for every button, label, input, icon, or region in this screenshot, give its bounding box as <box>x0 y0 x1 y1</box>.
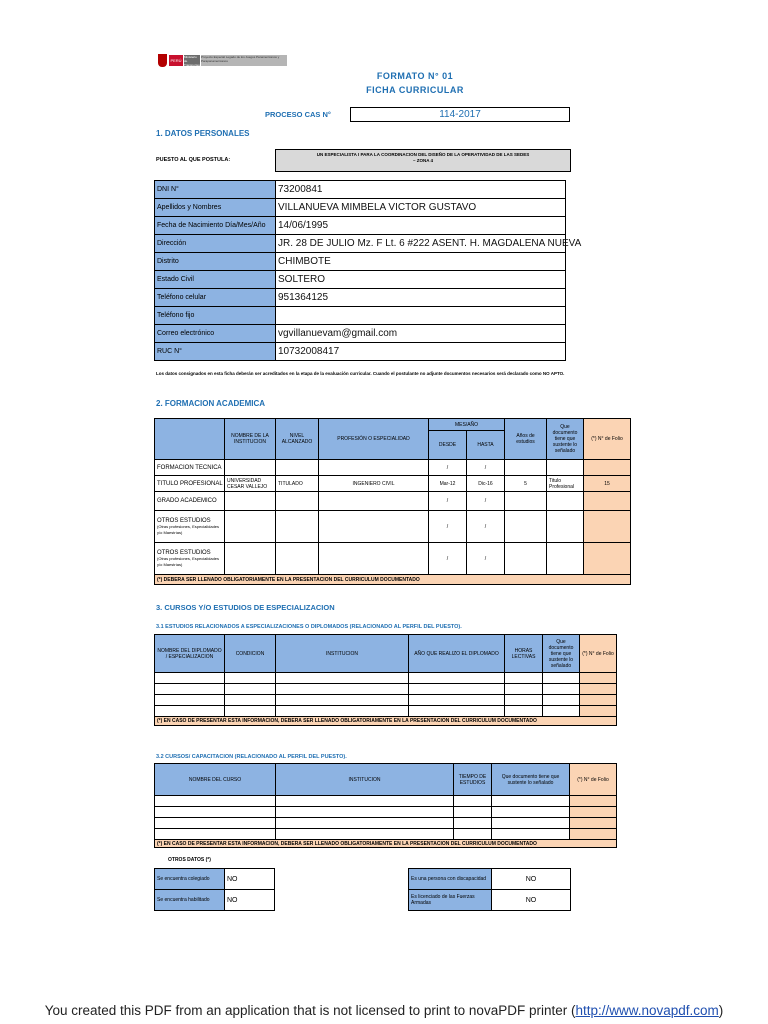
novapdf-link[interactable]: http://www.novapdf.com <box>575 1003 719 1018</box>
otros-datos-left-table <box>154 868 275 911</box>
proceso-field[interactable]: 114-2017 <box>350 107 570 122</box>
otros-estudios-1-profesion[interactable] <box>319 511 429 543</box>
formacion-academica-table <box>154 418 631 585</box>
ruc-field[interactable]: 10732008417 <box>276 343 566 361</box>
header-curso-folio: (*) N° de Folio <box>570 764 617 796</box>
fuerzas-armadas-field[interactable]: NO <box>492 890 571 911</box>
grado-academico-hasta[interactable]: / <box>467 492 505 511</box>
cursos-note: (*) EN CASO DE PRESENTAR ESTA INFORMACION, DEBERA SER LLENADO OBLIGATORIAMENTE EN LA PRESENTACION DEL CURRICULUM DOCUMENTADO <box>155 840 617 848</box>
formacion-header-blank <box>155 419 225 460</box>
header-diplomado-institucion: INSTITUCION <box>276 635 409 673</box>
formacion-tecnica-label: FORMACION TECNICA <box>155 460 225 476</box>
estado-civil-field[interactable]: SOLTERO <box>276 271 566 289</box>
otros-estudios-1-institucion[interactable] <box>225 511 276 543</box>
otros-estudios-1-folio[interactable] <box>584 511 631 543</box>
formacion-tecnica-desde[interactable]: / <box>429 460 467 476</box>
telefono-celular-label: Teléfono celular <box>155 289 276 307</box>
grado-academico-desde[interactable]: / <box>429 492 467 511</box>
puesto-label: PUESTO AL QUE POSTULA: <box>156 157 231 163</box>
formacion-tecnica-nivel[interactable] <box>276 460 319 476</box>
titulo-profesional-documento[interactable]: Titulo Profesional <box>547 476 584 492</box>
grado-academico-label: GRADO ACADEMICO <box>155 492 225 511</box>
estado-civil-label: Estado Civil <box>155 271 276 289</box>
grado-academico-institucion[interactable] <box>225 492 276 511</box>
otros-estudios-2-folio[interactable] <box>584 543 631 575</box>
header-nivel: NIVEL ALCANZADO <box>276 419 319 460</box>
diplomados-note: (*) EN CASO DE PRESENTAR ESTA INFORMACION, DEBERA SER LLENADO OBLIGATORIAMENTE EN LA PRESENTACION DEL CURRICULUM DOCUMENTADO <box>155 717 617 726</box>
header-curso-nombre: NOMBRE DEL CURSO <box>155 764 276 796</box>
curso-row[interactable] <box>155 807 617 818</box>
section-3-title: 3. CURSOS Y/O ESTUDIOS DE ESPECIALIZACION <box>156 603 335 612</box>
titulo-profesional-folio[interactable]: 15 <box>584 476 631 492</box>
section-3-2-title: 3.2 CURSOS/ CAPACITACION (RELACIONADO AL PERFIL DEL PUESTO). <box>156 754 347 760</box>
direccion-label: Dirección <box>155 235 276 253</box>
otros-estudios-2-label-cell <box>155 543 225 575</box>
diplomado-row[interactable] <box>155 706 617 717</box>
header-documento: Que documento tiene que sustente lo señalado <box>547 419 584 460</box>
grado-academico-folio[interactable] <box>584 492 631 511</box>
formacion-tecnica-folio[interactable] <box>584 460 631 476</box>
footer-text: You created this PDF from an application that is not licensed to print to novaPDF printer ( <box>44 1003 576 1018</box>
otros-estudios-1-documento[interactable] <box>547 511 584 543</box>
telefono-fijo-label: Teléfono fijo <box>155 307 276 325</box>
otros-datos-title: OTROS DATOS (*) <box>168 857 211 863</box>
disclaimer-text: Los datos consignados en esta ficha deberán ser acreditados en la etapa de la evaluación curricular. Cuando el postulante no adjunte documentos necesarios será declarado como NO APTO. <box>156 371 565 376</box>
puesto-field[interactable]: UN ESPECIALISTA I PARA LA COORDINACION DEL DISEÑO DE LA OPERATIVIDAD DE LAS SEDES – ZONA 4 <box>275 149 571 172</box>
otros-estudios-2-documento[interactable] <box>547 543 584 575</box>
titulo-profesional-profesion[interactable]: INGENIERO CIVIL <box>319 476 429 492</box>
telefono-celular-field[interactable]: 951364125 <box>276 289 566 307</box>
fecha-nacimiento-label: Fecha de Nacimiento Día/Mes/Año <box>155 217 276 235</box>
header-curso-institucion: INSTITUCION <box>276 764 454 796</box>
formacion-tecnica-documento[interactable] <box>547 460 584 476</box>
grado-academico-anios[interactable] <box>505 492 547 511</box>
curso-row[interactable] <box>155 796 617 807</box>
colegiado-field[interactable]: NO <box>225 869 275 890</box>
titulo-profesional-anios[interactable]: 5 <box>505 476 547 492</box>
cursos-table <box>154 763 617 848</box>
section-2-title: 2. FORMACION ACADEMICA <box>156 399 266 408</box>
dni-label: DNI N° <box>155 181 276 199</box>
otros-estudios-1-hasta[interactable]: / <box>467 511 505 543</box>
otros-estudios-2-nivel[interactable] <box>276 543 319 575</box>
footer-close: ) <box>718 1003 724 1018</box>
otros-estudios-2-hasta[interactable]: / <box>467 543 505 575</box>
grado-academico-documento[interactable] <box>547 492 584 511</box>
diplomados-table <box>154 634 617 726</box>
otros-estudios-2-sub: (Otras profesiones, Especialidades y/o Maestrías) <box>157 555 220 567</box>
header-mes-ano: MES/AÑO <box>429 419 505 431</box>
otros-estudios-1-label: OTROS ESTUDIOS <box>157 517 211 524</box>
section-3-1-title: 3.1 ESTUDIOS RELACIONADOS A ESPECIALIZACIONES O DIPLOMADOS (RELACIONADO AL PERFIL DEL PUESTO). <box>156 624 462 630</box>
grado-academico-nivel[interactable] <box>276 492 319 511</box>
logo-peru: PERÚ <box>169 55 183 66</box>
header-hasta: HASTA <box>467 431 505 460</box>
direccion-field[interactable]: JR. 28 DE JULIO Mz. F Lt. 6 #222 ASENT. H. MAGDALENA NUEVA <box>276 235 566 253</box>
curso-row[interactable] <box>155 818 617 829</box>
logo-project: Proyecto Especial Legado de los Juegos Panamericanos y Parapanamericanos <box>201 55 287 66</box>
habilitado-field[interactable]: NO <box>225 890 275 911</box>
titulo-profesional-label: TITULO PROFESIONAL <box>155 476 225 492</box>
diplomado-row[interactable] <box>155 684 617 695</box>
nombres-field[interactable]: VILLANUEVA MIMBELA VICTOR GUSTAVO <box>276 199 566 217</box>
titulo-profesional-nivel[interactable]: TITULADO <box>276 476 319 492</box>
formacion-tecnica-institucion[interactable] <box>225 460 276 476</box>
ruc-label: RUC N° <box>155 343 276 361</box>
header-curso-tiempo: TIEMPO DE ESTUDIOS <box>454 764 492 796</box>
personal-data-table <box>154 180 582 361</box>
header-curso-documento: Que documento tiene que sustente lo señalado <box>492 764 570 796</box>
fuerzas-armadas-label: Es licenciado de las Fuerzas Armadas <box>409 890 492 911</box>
formacion-note: (*) DEBERA SER LLENADO OBLIGATORIAMENTE EN LA PRESENTACION DEL CURRICULUM DOCUMENTADO <box>155 575 631 585</box>
footer-notice <box>0 1003 768 1018</box>
telefono-fijo-field[interactable] <box>276 307 566 325</box>
logo-ministry: Ministerio de Transportes y Comunicaciones <box>184 55 207 75</box>
discapacidad-label: Es una persona con discapacidad <box>409 869 492 890</box>
header-diplomado-folio: (*) N° de Folio <box>580 635 617 673</box>
otros-estudios-2-anios[interactable] <box>505 543 547 575</box>
header-desde: DESDE <box>429 431 467 460</box>
formacion-tecnica-anios[interactable] <box>505 460 547 476</box>
otros-estudios-2-profesion[interactable] <box>319 543 429 575</box>
institution-logo <box>158 54 288 75</box>
correo-label: Correo electrónico <box>155 325 276 343</box>
header-nombre-institucion: NOMBRE DE LA INSTITUCION <box>225 419 276 460</box>
proceso-label: PROCESO CAS N° <box>265 110 331 119</box>
otros-estudios-1-nivel[interactable] <box>276 511 319 543</box>
otros-estudios-1-sub: (Otras profesiones, Especialidades y/o Maestrías) <box>157 523 220 535</box>
otros-estudios-1-label-cell <box>155 511 225 543</box>
correo-field[interactable]: vgvillanuevam@gmail.com <box>276 325 566 343</box>
header-diplomado-horas: HORAS LECTIVAS <box>505 635 543 673</box>
colegiado-label: Se encuentra colegiado <box>155 869 225 890</box>
otros-datos-right-table <box>408 868 571 911</box>
diplomado-row[interactable] <box>155 695 617 706</box>
header-diplomado-anio: AÑO QUE REALIZO EL DIPLOMADO <box>409 635 505 673</box>
discapacidad-field[interactable]: NO <box>492 869 571 890</box>
header-anios: Años de estudios <box>505 419 547 460</box>
header-diplomado-condicion: CONDICION <box>225 635 276 673</box>
section-1-title: 1. DATOS PERSONALES <box>156 129 250 138</box>
otros-estudios-1-desde[interactable]: / <box>429 511 467 543</box>
titulo-profesional-desde[interactable]: Mar-12 <box>429 476 467 492</box>
header-profesion: PROFESIÓN O ESPECIALIDAD <box>319 419 429 460</box>
otros-estudios-2-institucion[interactable] <box>225 543 276 575</box>
otros-estudios-2-desde[interactable]: / <box>429 543 467 575</box>
formacion-tecnica-profesion[interactable] <box>319 460 429 476</box>
header-diplomado-nombre: NOMBRE DEL DIPLOMADO / ESPECIALIZACION <box>155 635 225 673</box>
header-diplomado-documento: Que documento tiene que sustente lo señalado <box>543 635 580 673</box>
form-subtitle: FICHA CURRICULAR <box>366 85 464 95</box>
otros-estudios-1-anios[interactable] <box>505 511 547 543</box>
distrito-field[interactable]: CHIMBOTE <box>276 253 566 271</box>
dni-field[interactable]: 73200841 <box>276 181 566 199</box>
header-folio: (*) N° de Folio <box>584 419 631 460</box>
titulo-profesional-hasta[interactable]: Dic-16 <box>467 476 505 492</box>
coat-of-arms-icon <box>158 54 167 67</box>
titulo-profesional-institucion[interactable]: UNIVERSIDAD CESAR VALLEJO <box>225 476 276 492</box>
otros-estudios-2-label: OTROS ESTUDIOS <box>157 549 211 556</box>
diplomado-row[interactable] <box>155 673 617 684</box>
form-title: FORMATO N° 01 <box>376 71 454 81</box>
nombres-label: Apellidos y Nombres <box>155 199 276 217</box>
distrito-label: Distrito <box>155 253 276 271</box>
formacion-tecnica-hasta[interactable]: / <box>467 460 505 476</box>
grado-academico-profesion[interactable] <box>319 492 429 511</box>
fecha-nacimiento-field[interactable]: 14/06/1995 <box>276 217 566 235</box>
habilitado-label: Se encuentra habilitado <box>155 890 225 911</box>
curso-row[interactable] <box>155 829 617 840</box>
